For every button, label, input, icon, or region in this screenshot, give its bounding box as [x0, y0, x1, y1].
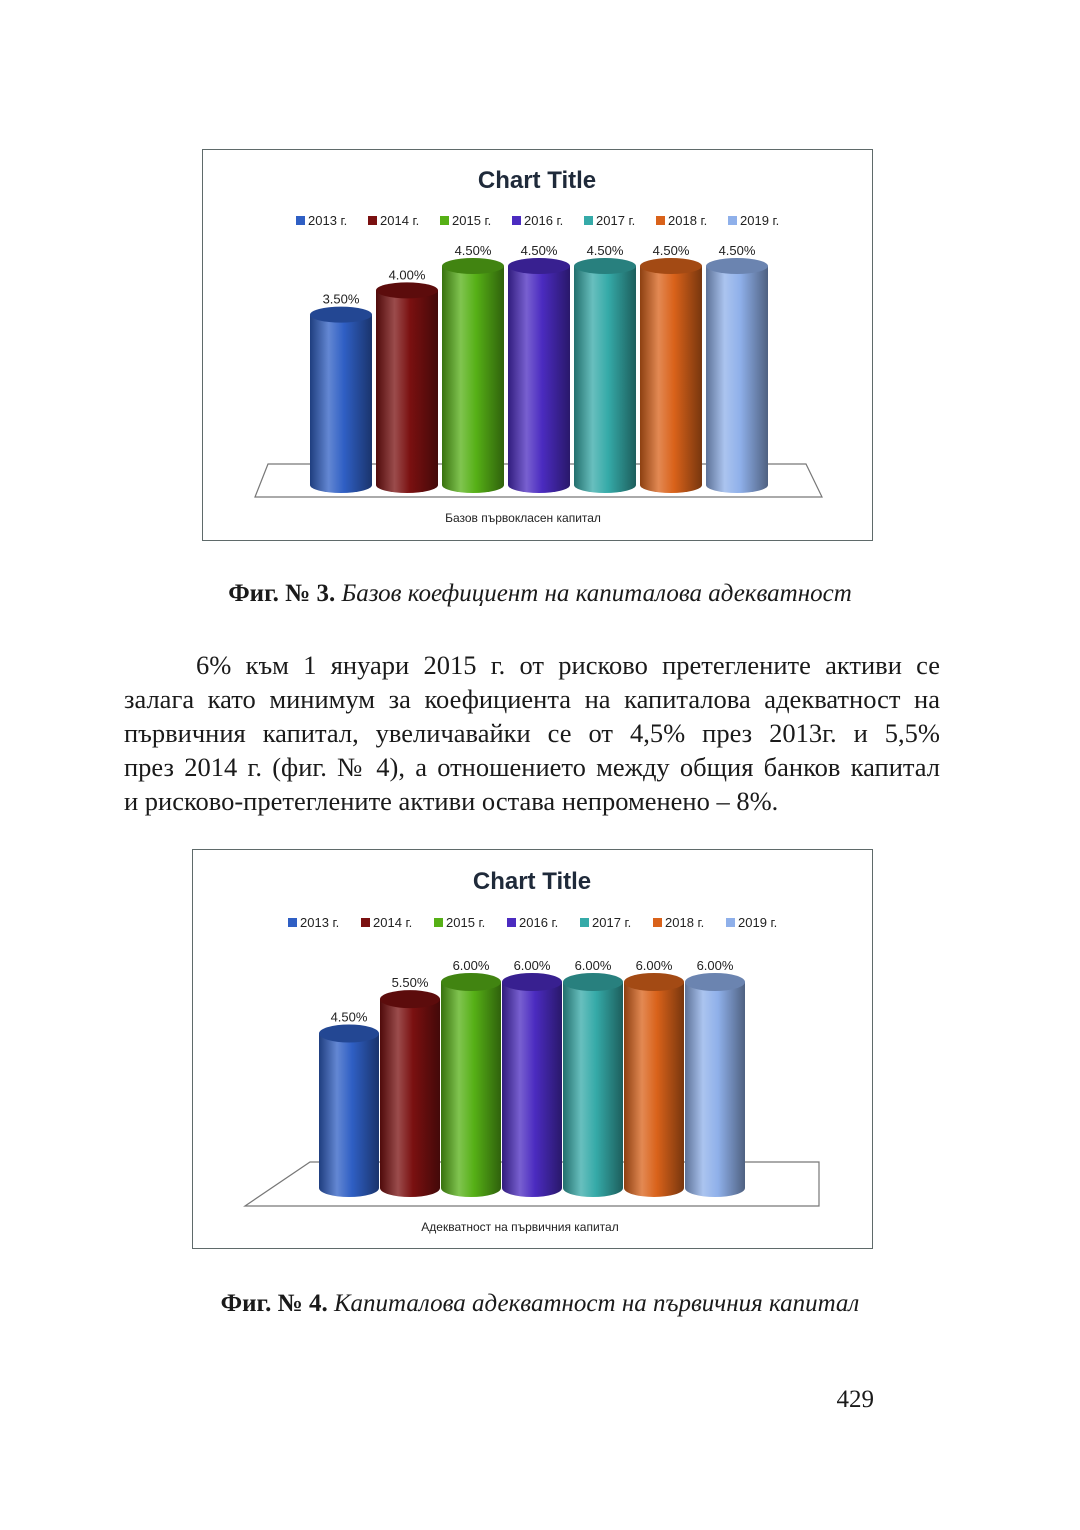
- page-number: 429: [836, 1386, 874, 1413]
- paragraph-line: през 2014 г. (фиг. № 4), а отношението между общия банков капитал: [124, 752, 940, 782]
- bar-top: [442, 258, 504, 274]
- bar-body: [508, 266, 570, 493]
- data-label: 4.50%: [718, 243, 756, 258]
- paragraph-line: първичния капитал, увеличавайки се от 4,5% през 2013г. и 5,5%: [124, 718, 940, 748]
- legend-label: 2016 г.: [524, 213, 564, 228]
- legend-label: 2017 г.: [592, 915, 632, 930]
- legend-swatch: [512, 216, 521, 225]
- chart-title: Chart Title: [472, 868, 592, 895]
- bar-top: [310, 307, 372, 323]
- figure-4-caption-label: Фиг. № 4.: [220, 1290, 328, 1317]
- legend-swatch: [288, 918, 297, 927]
- bar-2013г: [310, 307, 372, 493]
- data-label: 6.00%: [696, 958, 734, 973]
- legend-swatch: [584, 216, 593, 225]
- bar-body: [380, 999, 440, 1197]
- legend-swatch: [656, 216, 665, 225]
- legend-label: 2015 г.: [452, 213, 492, 228]
- bar-top: [563, 973, 623, 991]
- bar-body: [563, 982, 623, 1197]
- bar-top: [380, 990, 440, 1008]
- bar-2015г: [442, 258, 504, 493]
- legend-label: 2014 г.: [373, 915, 413, 930]
- legend-label: 2019 г.: [740, 213, 780, 228]
- figure-4-caption-text: Капиталова адекватност на първичния капитал: [333, 1290, 860, 1317]
- figure-4-svg: [193, 850, 871, 1247]
- data-label: 4.50%: [520, 243, 558, 258]
- bar-body: [441, 982, 501, 1197]
- bar-body: [574, 266, 636, 493]
- legend-swatch: [296, 216, 305, 225]
- bar-body: [442, 266, 504, 493]
- data-label: 6.00%: [452, 958, 490, 973]
- bar-2014г: [376, 282, 438, 493]
- body-paragraph: [124, 648, 940, 818]
- bar-top: [685, 973, 745, 991]
- legend-label: 2016 г.: [519, 915, 559, 930]
- data-label: 6.00%: [635, 958, 673, 973]
- data-label: 6.00%: [513, 958, 551, 973]
- bar-2013г: [319, 1025, 379, 1198]
- bar-top: [502, 973, 562, 991]
- figure-3-caption-text: Базов коефициент на капиталова адекватност: [341, 580, 852, 607]
- bar-top: [624, 973, 684, 991]
- bar-top: [640, 258, 702, 274]
- bar-body: [376, 290, 438, 493]
- legend-label: 2014 г.: [380, 213, 420, 228]
- bar-2016г: [502, 973, 562, 1197]
- legend-label: 2018 г.: [668, 213, 708, 228]
- data-label: 4.50%: [652, 243, 690, 258]
- bar-body: [502, 982, 562, 1197]
- x-axis-label: Адекватност на първичния капитал: [421, 1220, 619, 1234]
- bar-2014г: [380, 990, 440, 1197]
- data-label: 4.00%: [388, 267, 426, 283]
- figure-3-caption: [0, 580, 1080, 608]
- figure-4-caption: [0, 1290, 1080, 1318]
- bar-2016г: [508, 258, 570, 493]
- bar-2018г: [640, 258, 702, 493]
- legend-label: 2018 г.: [665, 915, 705, 930]
- chart-title: Chart Title: [477, 167, 597, 194]
- legend-label: 2015 г.: [446, 915, 486, 930]
- figure-3-svg: [203, 150, 871, 539]
- paragraph-line: 6% към 1 януари 2015 г. от рисково претеглените активи се: [196, 650, 940, 680]
- legend-label: 2013 г.: [308, 213, 348, 228]
- legend-swatch: [361, 918, 370, 927]
- figure-3-chart: [202, 149, 873, 541]
- data-label: 6.00%: [574, 958, 612, 973]
- data-label: 3.50%: [322, 291, 360, 307]
- bar-top: [508, 258, 570, 274]
- data-label: 5.50%: [391, 975, 429, 991]
- legend-label: 2017 г.: [596, 213, 636, 228]
- bar-top: [319, 1025, 379, 1043]
- bar-body: [706, 266, 768, 493]
- bar-body: [685, 982, 745, 1197]
- data-label: 4.50%: [330, 1009, 368, 1025]
- legend-swatch: [580, 918, 589, 927]
- bar-2015г: [441, 973, 501, 1197]
- bar-2019г: [706, 258, 768, 493]
- legend-swatch: [653, 918, 662, 927]
- bar-top: [706, 258, 768, 274]
- legend-swatch: [507, 918, 516, 927]
- bar-top: [441, 973, 501, 991]
- legend-swatch: [728, 216, 737, 225]
- bar-2018г: [624, 973, 684, 1197]
- legend-swatch: [368, 216, 377, 225]
- legend-swatch: [726, 918, 735, 927]
- data-label: 4.50%: [586, 243, 624, 258]
- paragraph-line: и рисково-претеглените активи остава непроменено – 8%.: [124, 786, 779, 816]
- legend-swatch: [434, 918, 443, 927]
- x-axis-label: Базов първокласен капитал: [445, 511, 601, 525]
- bar-body: [319, 1034, 379, 1198]
- bar-body: [624, 982, 684, 1197]
- data-label: 4.50%: [454, 243, 492, 258]
- figure-4-chart: [192, 849, 873, 1249]
- bar-top: [376, 282, 438, 298]
- legend-label: 2019 г.: [738, 915, 778, 930]
- bar-2019г: [685, 973, 745, 1197]
- legend-label: 2013 г.: [300, 915, 340, 930]
- bar-2017г: [574, 258, 636, 493]
- bar-2017г: [563, 973, 623, 1197]
- bar-body: [310, 315, 372, 493]
- figure-3-caption-label: Фиг. № 3.: [228, 580, 336, 607]
- bar-top: [574, 258, 636, 274]
- bar-body: [640, 266, 702, 493]
- paragraph-line: залага като минимум за коефициента на капиталова адекватност на: [124, 684, 940, 714]
- legend-swatch: [440, 216, 449, 225]
